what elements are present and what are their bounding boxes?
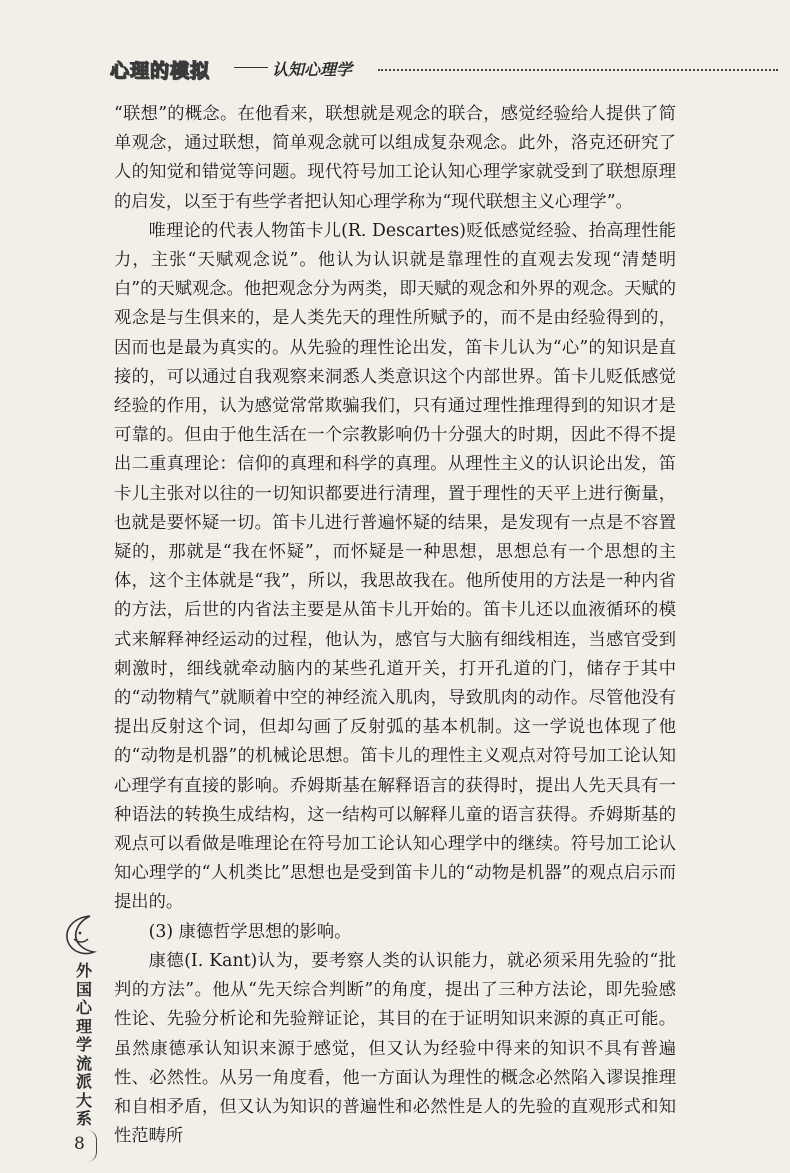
paragraph-continued: “联想”的概念。在他看来，联想就是观念的联合，感觉经验给人提供了简单观念，通过联想，简单观念就可以组成复杂观念。此外，洛克还研究了人的知觉和错觉等问题。现代符号加工论认知心理学家就受到了联想原理的启发，以至于有些学者把认知心理学称为“现代联想主义心理学”。 [114, 104, 676, 212]
section-heading-kant: (3) 康德哲学思想的影响。 [148, 921, 352, 942]
body-text [114, 100, 676, 1151]
page-number-bracket [72, 1130, 97, 1162]
series-title-vertical: 外国心理学流派大系 [76, 961, 93, 1128]
paragraph-kant: 康德(I. Kant)认为，要考察人类的认识能力，就必须采用先验的“批判的方法”。他从“先天综合判断”的角度，提出了三种方法论，即先验感性论、先验分析论和先验辩证论，其目的在于证明知识来源的真正可能。虽然康德承认知识来源于感觉，但又认为经验中得来的知识不具有普遍性、必然性。从另一角度看，他一方面认为理性的概念必然陷入谬误推理和自相矛盾，但又认为知识的普遍性和必然性是人的先验的直观形式和知性范畴所 [114, 950, 676, 1147]
book-title: 心理的模拟 [110, 60, 211, 82]
series-sidebar [58, 912, 106, 1162]
header-dash [234, 67, 268, 68]
book-subtitle: 认知心理学 [272, 60, 353, 79]
running-header [110, 56, 670, 90]
header-dotted-leader [378, 69, 778, 71]
paragraph-descartes: 唯理论的代表人物笛卡儿(R. Descartes)贬低感觉经验、抬高理性能力，主张“天赋观念说”。他认为认识就是靠理性的直观去发现“清楚明白”的天赋观念。他把观念分为两类，即天赋的观念和外界的观念。天赋的观念是与生俱来的，是人类先天的理性所赋予的，而不是由经验得到的，因而也是最为真实的。从先验的理性论出发，笛卡儿认为“心”的知识是直接的，可以通过自我观察来洞悉人类意识这个内部世界。笛卡儿贬低感觉经验的作用，认为感觉常常欺骗我们，只有通过理性推理得到的知识才是可靠的。但由于他生活在一个宗教影响仍十分强大的时期，因此不得不提出二重真理论：信仰的真理和科学的真理。从理性主义的认识论出发，笛卡儿主张对以往的一切知识都要进行清理，置于理性的天平上进行衡量，也就是要怀疑一切。笛卡儿进行普遍怀疑的结果，是发现有一点是不容置疑的，那就是“我在怀疑”，而怀疑是一种思想，思想总有一个思想的主体，这个主体就是“我”，所以，我思故我在。他所使用的方法是一种内省的方法，后世的内省法主要是从笛卡儿开始的。笛卡儿还以血液循环的模式来解释神经运动的过程，他认为，感官与大脑有细线相连，当感官受到刺激时，细线就牵动脑内的某些孔道开关，打开孔道的门，储存于其中的“动物精气”就顺着中空的神经流入肌肉，导致肌肉的动作。尽管他没有提出反射这个词，但却勾画了反射弧的基本机制。这一学说也体现了他的“动物是机器”的机械论思想。笛卡儿的理性主义观点对符号加工论认知心理学有直接的影响。乔姆斯基在解释语言的获得时，提出人先天具有一种语法的转换生成结构，这一结构可以解释儿童的语言获得。乔姆斯基的观点可以看做是唯理论在符号加工论认知心理学中的继续。符号加工论认知心理学的“人机类比”思想也是受到笛卡儿的“动物是机器”的观点启示而提出的。 [114, 220, 676, 913]
page-number: 8 [74, 1134, 85, 1154]
smiling-crescent-icon [60, 912, 100, 958]
